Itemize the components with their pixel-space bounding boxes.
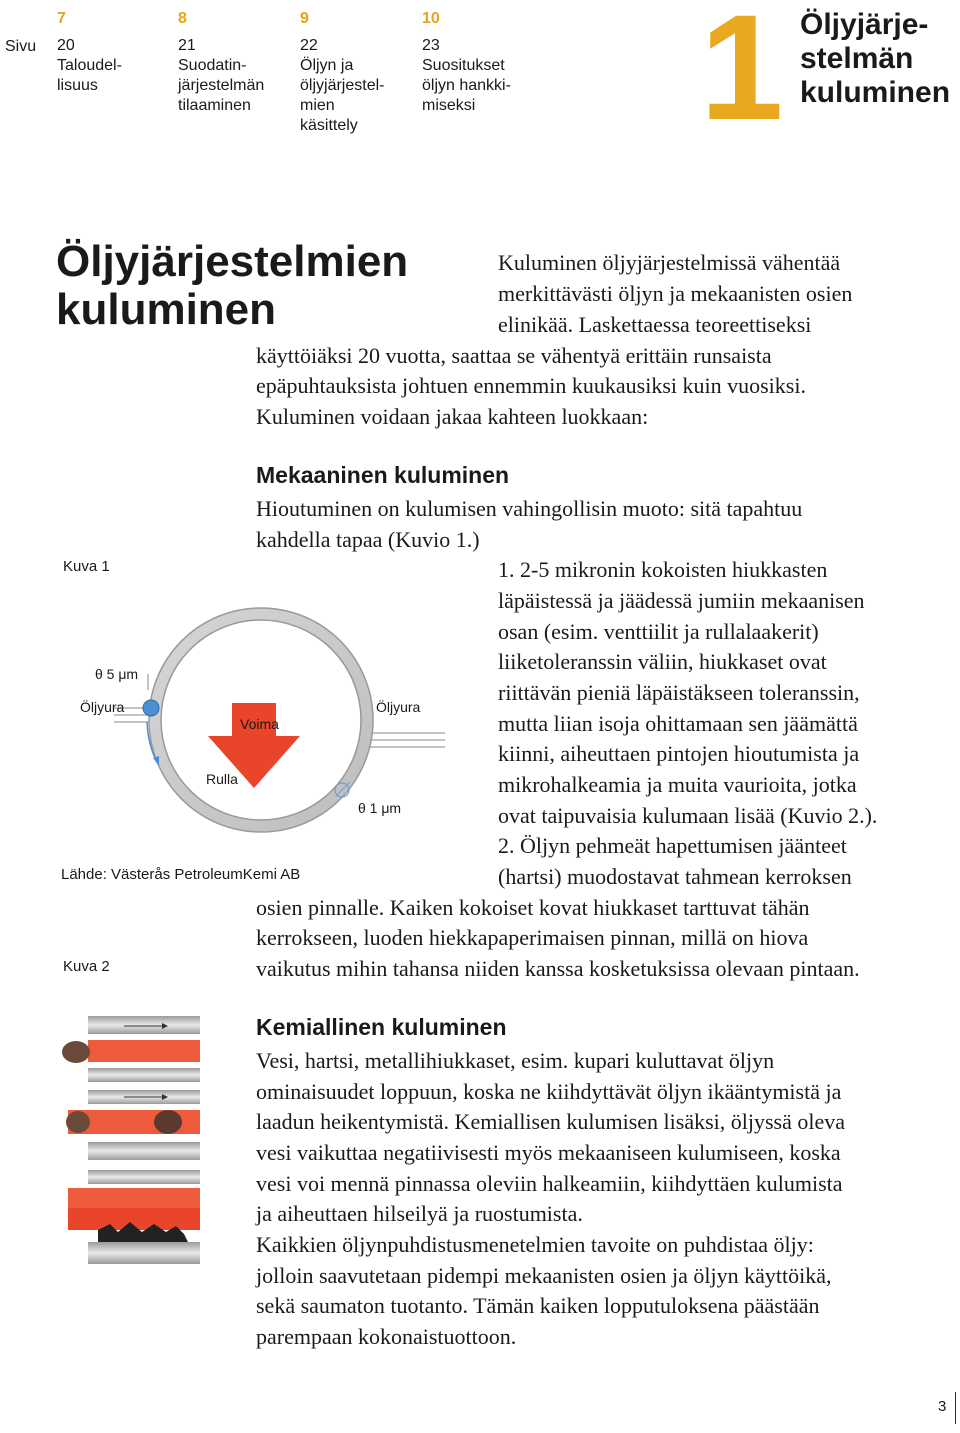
mechanical-line: vaikutus mihin tahansa niiden kanssa kosketuksissa olevaan pintaan.	[256, 956, 860, 981]
mechanical-heading: Mekaaninen kuluminen	[256, 462, 510, 488]
chemical-heading: Kemiallinen kuluminen	[256, 1014, 507, 1040]
mechanical-line: osan (esim. venttiilit ja rullalaakerit)	[498, 619, 819, 644]
nav-section-page: 21	[178, 37, 196, 54]
mechanical-line: osien pinnalle. Kaiken kokoiset kovat hiukkaset tarttuvat tähän	[256, 895, 810, 920]
mechanical-line: kiinni, aiheuttaen pintojen hioutumista ja	[498, 741, 860, 766]
nav-section-title: Taloudel- lisuus	[57, 57, 122, 94]
right-rail-lines	[368, 733, 445, 747]
abrasion-step-1	[62, 1016, 200, 1082]
intro-line: Kuluminen voidaan jakaa kahteen luokkaan:	[256, 404, 649, 429]
nav-section-number: 9	[300, 10, 309, 27]
intro-line: epäpuhtauksista johtuen ennemmin kuukausiksi kuin vuosiksi.	[256, 373, 806, 398]
abrasion-step-2	[66, 1090, 200, 1160]
chemical-line: ja aiheuttaen hilseilyä ja ruostumista.	[256, 1201, 583, 1226]
nav-section-number: 7	[57, 10, 66, 27]
particle-arrowhead	[153, 756, 159, 766]
mechanical-line: mikrohalkeamia ja muita vaurioita, jotka	[498, 772, 857, 797]
mechanical-line: mutta liian isoja ohittamaan sen jäämättä	[498, 711, 858, 736]
mechanical-line: 2. Öljyn pehmeät hapettumisen jäänteet	[498, 833, 847, 858]
particle-large	[143, 700, 159, 716]
mechanical-line: läpäistessä ja jäädessä jumiin mekaanisen	[498, 588, 865, 613]
mechanical-line: Hioutuminen on kulumisen vahingollisin muoto: sitä tapahtuu	[256, 496, 803, 521]
nav-section-8[interactable]	[178, 10, 264, 116]
mechanical-line: 1. 2-5 mikronin kokoisten hiukkasten	[498, 557, 828, 582]
abrasion-illustration	[58, 1010, 208, 1280]
nav-section-title: Suositukset öljyn hankki- miseksi	[422, 57, 511, 114]
figure1-label: Kuva 1	[63, 558, 110, 575]
oil-groove-label-right: Öljyura	[376, 699, 421, 715]
chemical-line: ominaisuudet loppuun, koska ne kiihdyttävät öljyn ikääntymistä ja	[256, 1079, 842, 1104]
mechanical-line: liiketoleranssin väliin, hiukkaset ovat	[498, 649, 827, 674]
nav-section-10[interactable]	[422, 10, 511, 116]
nav-section-page: 22	[300, 37, 318, 54]
page-number: 3	[938, 1398, 947, 1415]
chemical-line: parempaan kokonaistuottoon.	[256, 1324, 517, 1349]
chapter-number: 1	[700, 0, 780, 151]
chapter-title: Öljyjärje- stelmän kuluminen	[800, 8, 951, 109]
intro-line: merkittävästi öljyn ja mekaanisten osien	[498, 281, 853, 306]
chemical-line: jolloin saavutetaan pidempi mekaanisten osien ja öljyn käyttöikä,	[256, 1263, 832, 1288]
nav-section-number: 8	[178, 10, 187, 27]
abrasion-step-3	[68, 1170, 200, 1264]
force-label: Voima	[240, 716, 279, 732]
mechanical-line: ovat taipuvaisia kulumaan lisää (Kuvio 2.).	[498, 803, 878, 828]
nav-section-page: 23	[422, 37, 440, 54]
chemical-line: sekä saumaton tuotanto. Tämän kaiken lopputuloksena päästään	[256, 1293, 820, 1318]
figure2-label: Kuva 2	[63, 958, 110, 975]
page-number-rule	[955, 1392, 956, 1424]
oil-groove-label-left: Öljyura	[80, 699, 125, 715]
chemical-line: vesi vaikuttaa negatiivisesti myös mekaaniseen kulumiseen, koska	[256, 1140, 841, 1165]
intro-line: käyttöiäksi 20 vuotta, saattaa se vähentyä erittäin runsaista	[256, 343, 772, 368]
chemical-line: laadun heikentymistä. Kemiallisen kulumisen lisäksi, öljyssä oleva	[256, 1109, 846, 1134]
nav-section-7[interactable]	[57, 10, 122, 96]
nav-section-title: Öljyn ja öljyjärjestel- mien käsittely	[300, 57, 385, 134]
nav-section-title: Suodatin- järjestelmän tilaaminen	[178, 57, 265, 114]
nav-section-page: 20	[57, 37, 75, 54]
chemical-line: Vesi, hartsi, metallihiukkaset, esim. kupari kuluttavat öljyn	[256, 1048, 775, 1073]
mechanical-line: kahdella tapaa (Kuvio 1.)	[256, 527, 480, 552]
nav-sivu-label: Sivu	[5, 38, 37, 55]
intro-line: Kuluminen öljyjärjestelmissä vähentää	[498, 250, 841, 275]
gap-label-left: θ 5 μm	[95, 666, 139, 682]
chemical-line: Kaikkien öljynpuhdistusmenetelmien tavoite on puhdistaa öljy:	[256, 1232, 814, 1257]
intro-line: elinikää. Laskettaessa teoreettiseksi	[498, 312, 812, 337]
mechanical-line: (hartsi) muodostavat tahmean kerroksen	[498, 864, 852, 889]
chemical-line: vesi voi mennä pinnassa oleviin halkeamiin, kiihdyttäen kulumista	[256, 1171, 843, 1196]
roller-label: Rulla	[206, 771, 238, 787]
gap-label-right: θ 1 μm	[358, 800, 402, 816]
page-title: Öljyjärjestelmien kuluminen	[56, 237, 409, 334]
figure1-source: Lähde: Västerås PetroleumKemi AB	[61, 866, 301, 883]
nav-section-9[interactable]	[300, 10, 384, 136]
nav-section-number: 10	[422, 10, 440, 27]
mechanical-line: riittävän pieniä läpäistäkseen toleranssin,	[498, 680, 860, 705]
mechanical-line: kerrokseen, luoden hiekkapaperimaisen pinnan, millä on hiova	[256, 925, 809, 950]
